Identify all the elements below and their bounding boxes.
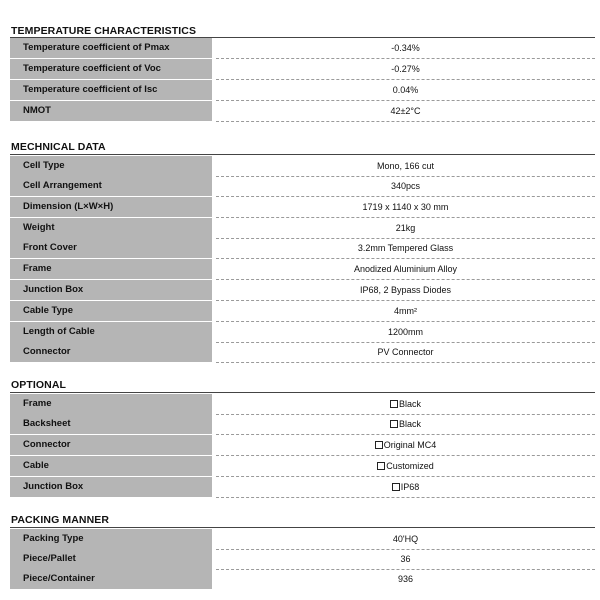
row-divider [216, 362, 595, 363]
row-value: 36 [400, 554, 411, 564]
checkbox-icon[interactable] [377, 462, 385, 470]
option-label: Customized [386, 461, 434, 471]
row-value: 936 [397, 574, 414, 584]
row-value: 40'HQ [392, 534, 419, 544]
row-value: Mono, 166 cut [376, 161, 435, 171]
row-label: Weight [10, 218, 212, 238]
table-row [10, 156, 595, 176]
row-value: 4mm² [394, 306, 417, 316]
row-label: Cable Type [10, 301, 212, 321]
row-value: 3.2mm Tempered Glass [357, 243, 454, 253]
section-title-temperature: TEMPERATURE CHARACTERISTICS [11, 25, 197, 37]
row-value: 340pcs [390, 181, 421, 191]
table-row [10, 301, 595, 321]
row-label: Connector [10, 342, 212, 362]
checkbox-icon[interactable] [390, 400, 398, 408]
option-label: Black [398, 399, 421, 409]
table-row [10, 394, 595, 414]
row-label: Cable [10, 456, 212, 476]
row-label: Temperature coefficient of Pmax [10, 38, 212, 58]
table-row [10, 238, 595, 258]
checkbox-icon[interactable] [375, 441, 383, 449]
row-value: -0.27% [391, 64, 420, 74]
table-row [10, 80, 595, 100]
row-divider [216, 497, 595, 498]
row-label: Length of Cable [10, 322, 212, 342]
table-row [10, 477, 595, 497]
row-label: Junction Box [10, 280, 212, 300]
table-row [10, 322, 595, 342]
row-value [216, 435, 595, 455]
table-row [10, 435, 595, 455]
section-title-packing: PACKING MANNER [11, 514, 110, 526]
table-row [10, 176, 595, 196]
row-value: 0.04% [392, 85, 419, 95]
table-row [10, 280, 595, 300]
row-label: Connector [10, 435, 212, 455]
row-label: Temperature coefficient of Voc [10, 59, 212, 79]
row-label: NMOT [10, 101, 212, 121]
row-divider [216, 121, 595, 122]
row-label: Piece/Pallet [10, 549, 212, 569]
table-row [10, 101, 595, 121]
section-divider [10, 527, 595, 528]
row-value: Anodized Aluminium Alloy [353, 264, 458, 274]
row-label: Piece/Container [10, 569, 212, 589]
row-value: IP68, 2 Bypass Diodes [359, 285, 452, 295]
table-row [10, 414, 595, 434]
row-value: PV Connector [377, 347, 434, 357]
table-row [10, 549, 595, 569]
row-value: 1200mm [387, 327, 423, 337]
row-label: Cell Arrangement [10, 176, 212, 196]
row-label: Frame [10, 394, 212, 414]
row-value: 21kg [395, 223, 416, 233]
checkbox-icon[interactable] [390, 420, 398, 428]
section-divider [10, 392, 595, 393]
table-row [10, 259, 595, 279]
table-row [10, 59, 595, 79]
row-label: Junction Box [10, 477, 212, 497]
row-value [216, 394, 595, 414]
row-label: Backsheet [10, 414, 212, 434]
row-label: Front Cover [10, 238, 212, 258]
row-label: Cell Type [10, 156, 212, 176]
table-row [10, 218, 595, 238]
row-label: Temperature coefficient of Isc [10, 80, 212, 100]
section-divider [10, 154, 595, 155]
checkbox-icon[interactable] [392, 483, 400, 491]
row-value [216, 414, 595, 434]
row-value [216, 456, 595, 476]
table-row [10, 38, 595, 58]
row-label: Dimension (L×W×H) [10, 197, 212, 217]
table-row [10, 456, 595, 476]
option-label: IP68 [400, 482, 420, 492]
row-value: 1719 x 1140 x 30 mm [362, 202, 449, 212]
row-value [216, 477, 595, 497]
table-row [10, 569, 595, 589]
option-label: Original MC4 [383, 440, 437, 450]
table-row [10, 529, 595, 549]
section-title-optional: OPTIONAL [11, 379, 67, 391]
table-row [10, 197, 595, 217]
row-value: -0.34% [391, 43, 420, 53]
table-row [10, 342, 595, 362]
row-label: Frame [10, 259, 212, 279]
section-title-mechanical: MECHNICAL DATA [11, 141, 106, 153]
row-label: Packing Type [10, 529, 212, 549]
row-value: 42±2°C [390, 106, 421, 116]
option-label: Black [398, 419, 421, 429]
